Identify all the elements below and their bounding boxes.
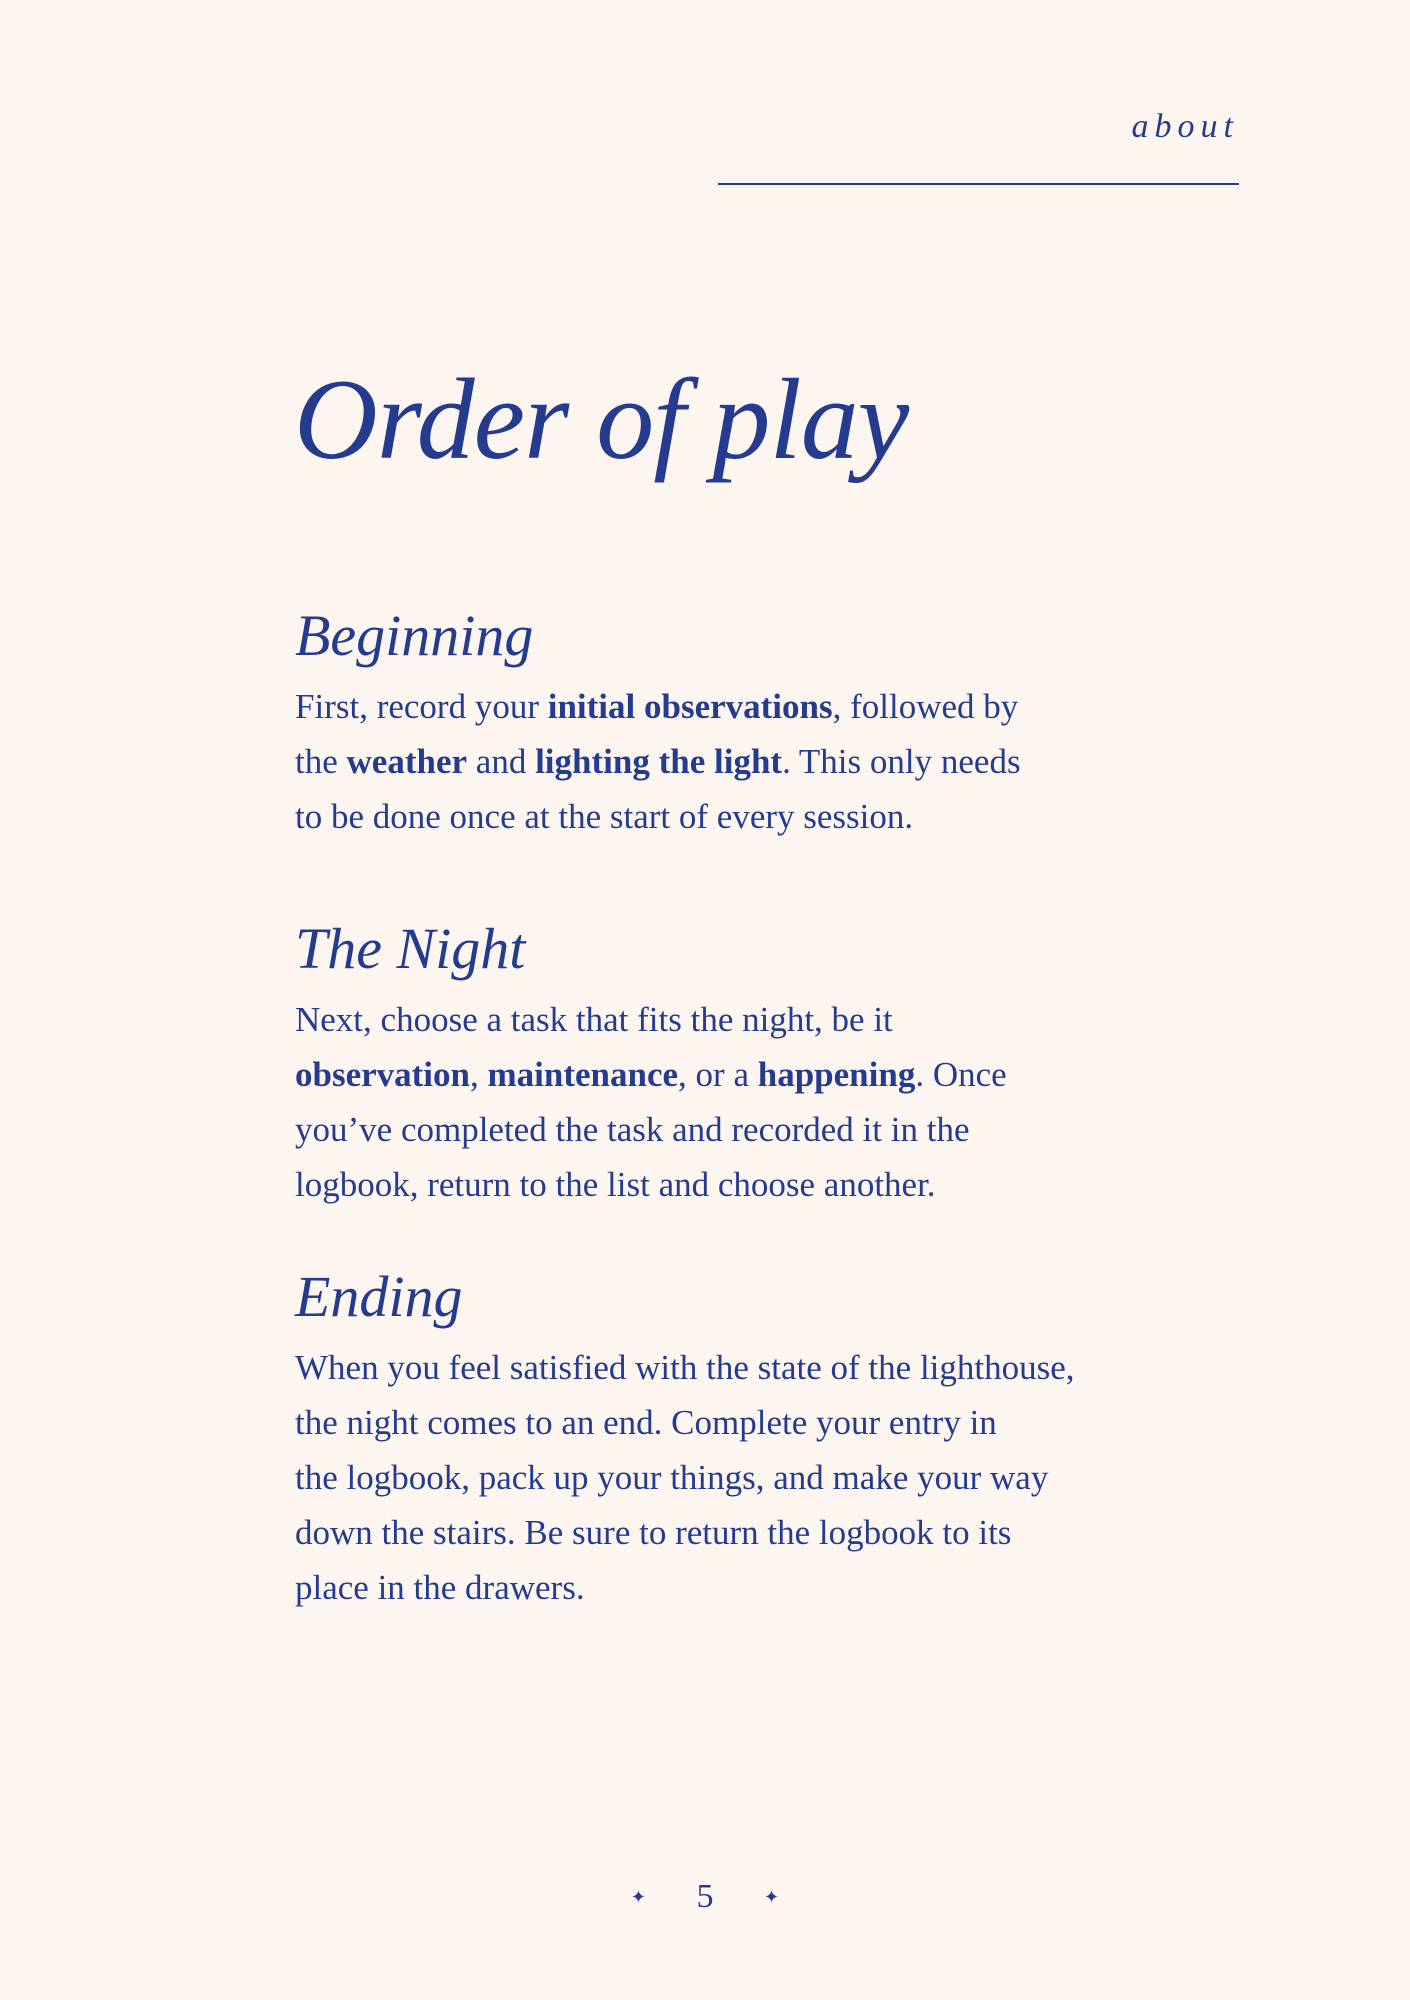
page-number: 5 xyxy=(696,1878,714,1916)
section-beginning xyxy=(295,601,1145,844)
emphasis-term: initial observations xyxy=(547,686,833,726)
section-body: Next, choose a task that fits the night, be it observation, maintenance, or a happening. Once you’ve completed the task and recorded it in the logbook, return to the list and choose another. xyxy=(295,999,1007,1204)
section-heading: The Night xyxy=(295,916,526,981)
running-header: about xyxy=(1131,108,1239,145)
page-title: Order of play xyxy=(294,356,909,484)
section-heading: Ending xyxy=(295,1264,463,1329)
section-heading: Beginning xyxy=(295,603,534,668)
star-ornament-icon: ✦ xyxy=(630,1887,646,1908)
emphasis-term: weather xyxy=(346,741,468,781)
star-ornament-icon: ✦ xyxy=(764,1887,780,1908)
emphasis-term: lighting the light xyxy=(535,741,783,781)
section-ending xyxy=(295,1262,1145,1615)
section-the-night xyxy=(295,914,1145,1212)
emphasis-term: happening xyxy=(757,1054,916,1094)
section-body: First, record your initial observations, followed by the weather and lighting the light. This only needs to be done once at the start of every session. xyxy=(295,686,1021,836)
page-footer xyxy=(0,1870,1410,1922)
emphasis-term: maintenance xyxy=(487,1054,679,1094)
section-body: When you feel satisfied with the state of the lighthouse, the night comes to an end. Complete your entry in the logbook, pack up your things, and make your way down the stairs. Be sure to return the logbook to its place in the drawers. xyxy=(295,1347,1075,1607)
emphasis-term: observation xyxy=(295,1054,470,1094)
header-divider xyxy=(718,183,1239,185)
